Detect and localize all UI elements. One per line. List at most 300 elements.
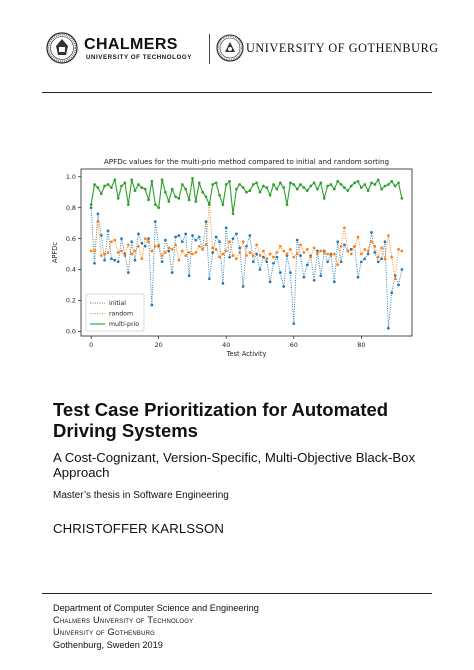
data-point-multi-prio — [292, 183, 295, 186]
data-point-random — [171, 248, 174, 251]
university-line-gothenburg: University of Gothenburg — [53, 627, 156, 638]
data-point-multi-prio — [238, 183, 241, 186]
data-point-initial — [242, 285, 245, 288]
data-point-multi-prio — [181, 183, 184, 186]
x-tick-label: 0 — [89, 341, 94, 349]
data-point-multi-prio — [205, 195, 208, 198]
data-point-random — [144, 237, 147, 240]
data-point-random — [343, 226, 346, 229]
data-point-random — [259, 254, 262, 257]
department-line: Department of Computer Science and Engineering — [53, 603, 259, 613]
data-point-multi-prio — [394, 185, 397, 188]
data-point-random — [265, 257, 268, 260]
data-point-multi-prio — [380, 188, 383, 191]
data-point-initial — [154, 220, 157, 223]
data-point-random — [350, 253, 353, 256]
data-point-initial — [336, 240, 339, 243]
data-point-multi-prio — [245, 191, 248, 194]
data-point-initial — [299, 254, 302, 257]
data-point-random — [127, 243, 130, 246]
data-point-random — [373, 245, 376, 248]
data-point-random — [157, 243, 160, 246]
header-logos — [40, 32, 440, 68]
data-point-multi-prio — [137, 183, 140, 186]
data-point-initial — [249, 234, 252, 237]
data-point-random — [276, 251, 279, 254]
data-point-initial — [262, 256, 265, 259]
data-point-random — [245, 254, 248, 257]
data-point-multi-prio — [191, 177, 194, 180]
data-point-multi-prio — [90, 203, 93, 206]
data-point-random — [296, 253, 299, 256]
data-point-random — [117, 251, 120, 254]
data-point-initial — [137, 233, 140, 236]
data-point-multi-prio — [225, 183, 228, 186]
data-point-multi-prio — [242, 186, 245, 189]
data-point-initial — [401, 268, 404, 271]
data-point-multi-prio — [259, 191, 262, 194]
data-point-multi-prio — [333, 188, 336, 191]
data-point-random — [140, 257, 143, 260]
y-tick-label: 0.8 — [65, 203, 76, 212]
data-point-initial — [303, 276, 306, 279]
data-point-multi-prio — [93, 183, 96, 186]
data-point-random — [134, 250, 137, 253]
data-point-random — [303, 251, 306, 254]
data-point-random — [384, 257, 387, 260]
data-point-multi-prio — [367, 189, 370, 192]
data-point-random — [377, 256, 380, 259]
data-point-multi-prio — [279, 182, 282, 185]
data-point-random — [205, 243, 208, 246]
data-point-random — [103, 253, 106, 256]
data-point-multi-prio — [124, 182, 127, 185]
data-point-multi-prio — [249, 189, 252, 192]
data-point-initial — [228, 256, 231, 259]
data-point-multi-prio — [222, 203, 225, 206]
data-point-initial — [259, 268, 262, 271]
data-point-initial — [289, 271, 292, 274]
data-point-random — [110, 240, 113, 243]
data-point-random — [194, 251, 197, 254]
footer-rule — [42, 593, 432, 594]
data-point-multi-prio — [144, 188, 147, 191]
data-point-random — [188, 251, 191, 254]
data-point-random — [397, 248, 400, 251]
data-point-initial — [370, 231, 373, 234]
data-point-random — [137, 245, 140, 248]
data-point-initial — [97, 212, 100, 215]
data-point-initial — [110, 257, 113, 260]
x-tick-label: 60 — [289, 341, 298, 349]
data-point-random — [201, 248, 204, 251]
data-point-initial — [235, 233, 238, 236]
data-point-initial — [184, 233, 187, 236]
data-point-initial — [282, 285, 285, 288]
data-point-multi-prio — [127, 203, 130, 206]
data-point-initial — [377, 260, 380, 263]
data-point-multi-prio — [97, 186, 100, 189]
data-point-multi-prio — [228, 180, 231, 183]
data-point-random — [330, 254, 333, 257]
data-point-random — [225, 250, 228, 253]
data-point-random — [306, 248, 309, 251]
data-point-random — [235, 257, 238, 260]
data-point-multi-prio — [340, 183, 343, 186]
data-point-multi-prio — [282, 186, 285, 189]
apfdc-chart — [40, 152, 434, 364]
data-point-multi-prio — [235, 188, 238, 191]
data-point-initial — [130, 240, 133, 243]
data-point-multi-prio — [171, 188, 174, 191]
data-point-random — [120, 250, 123, 253]
data-point-multi-prio — [336, 180, 339, 183]
data-point-initial — [191, 234, 194, 237]
y-tick-label: 0.6 — [65, 234, 76, 243]
data-point-random — [289, 248, 292, 251]
data-point-initial — [357, 276, 360, 279]
data-point-multi-prio — [174, 195, 177, 198]
data-point-multi-prio — [218, 194, 221, 197]
data-point-multi-prio — [276, 188, 279, 191]
data-point-random — [164, 251, 167, 254]
data-point-multi-prio — [232, 212, 235, 215]
y-tick-label: 1.0 — [65, 172, 76, 181]
data-point-multi-prio — [211, 183, 214, 186]
data-point-random — [336, 264, 339, 267]
data-point-multi-prio — [384, 185, 387, 188]
data-point-initial — [120, 237, 123, 240]
gu-seal-icon — [216, 34, 244, 62]
data-point-random — [147, 240, 150, 243]
data-point-initial — [269, 281, 272, 284]
data-point-initial — [343, 243, 346, 246]
data-point-initial — [140, 242, 143, 245]
thesis-title: Test Case Prioritization for Automated Driving Systems — [53, 399, 389, 441]
data-point-random — [299, 243, 302, 246]
data-point-random — [242, 240, 245, 243]
data-point-initial — [306, 264, 309, 267]
data-point-initial — [167, 250, 170, 253]
data-point-initial — [265, 260, 268, 263]
data-point-random — [178, 259, 181, 262]
data-point-random — [309, 256, 312, 259]
data-point-multi-prio — [326, 185, 329, 188]
chalmers-tagline: UNIVERSITY OF TECHNOLOGY — [86, 54, 192, 61]
data-point-initial — [232, 237, 235, 240]
data-point-multi-prio — [130, 178, 133, 181]
chalmers-wordmark: CHALMERS — [84, 36, 178, 53]
data-point-random — [269, 253, 272, 256]
data-point-random — [390, 256, 393, 259]
data-point-initial — [222, 282, 225, 285]
data-point-multi-prio — [272, 183, 275, 186]
x-tick-label: 20 — [154, 341, 163, 349]
data-point-multi-prio — [373, 183, 376, 186]
data-point-multi-prio — [289, 182, 292, 185]
data-point-initial — [161, 260, 164, 263]
data-point-initial — [188, 274, 191, 277]
data-point-multi-prio — [299, 183, 302, 186]
data-point-initial — [319, 274, 322, 277]
data-point-random — [401, 250, 404, 253]
data-point-random — [191, 253, 194, 256]
thesis-type: Master’s thesis in Software Engineering — [53, 490, 229, 501]
data-point-multi-prio — [100, 192, 103, 195]
data-point-initial — [390, 291, 393, 294]
data-point-initial — [255, 253, 258, 256]
data-point-random — [238, 251, 241, 254]
legend-label-multi-prio: multi-prio — [109, 321, 140, 329]
data-point-random — [161, 254, 164, 257]
data-point-random — [184, 254, 187, 257]
data-point-multi-prio — [117, 197, 120, 200]
data-point-initial — [350, 248, 353, 251]
data-point-multi-prio — [164, 191, 167, 194]
data-point-random — [113, 239, 116, 242]
data-point-random — [124, 254, 127, 257]
data-point-random — [360, 253, 363, 256]
header-rule — [42, 92, 432, 93]
data-point-random — [313, 247, 316, 250]
data-point-multi-prio — [346, 189, 349, 192]
data-point-initial — [194, 239, 197, 242]
data-point-random — [174, 243, 177, 246]
data-point-initial — [333, 281, 336, 284]
data-point-random — [292, 256, 295, 259]
data-point-multi-prio — [161, 178, 164, 181]
data-point-multi-prio — [319, 182, 322, 185]
data-point-initial — [147, 237, 150, 240]
data-point-multi-prio — [184, 188, 187, 191]
data-point-random — [357, 236, 360, 239]
data-point-multi-prio — [390, 180, 393, 183]
data-point-random — [130, 253, 133, 256]
data-point-initial — [181, 240, 184, 243]
data-point-multi-prio — [147, 199, 150, 202]
footer-affiliation — [53, 602, 259, 651]
data-point-random — [198, 245, 201, 248]
data-point-initial — [164, 239, 167, 242]
data-point-random — [363, 248, 366, 251]
data-point-random — [154, 245, 157, 248]
data-point-initial — [107, 230, 110, 233]
data-point-initial — [198, 236, 201, 239]
thesis-subtitle: A Cost-Cognizant, Version-Specific, Multi-Objective Black-Box Approach — [53, 450, 416, 480]
data-point-random — [215, 248, 218, 251]
data-point-multi-prio — [377, 178, 380, 181]
data-point-random — [387, 234, 390, 237]
data-point-multi-prio — [120, 185, 123, 188]
data-point-multi-prio — [350, 185, 353, 188]
data-point-multi-prio — [252, 183, 255, 186]
data-point-multi-prio — [107, 183, 110, 186]
data-point-initial — [103, 259, 106, 262]
data-point-initial — [100, 234, 103, 237]
data-point-random — [282, 250, 285, 253]
data-point-initial — [171, 271, 174, 274]
data-point-initial — [292, 322, 295, 325]
data-point-initial — [363, 257, 366, 260]
data-point-initial — [272, 262, 275, 265]
data-point-initial — [380, 257, 383, 260]
data-point-random — [319, 250, 322, 253]
data-point-random — [326, 253, 329, 256]
data-point-multi-prio — [198, 182, 201, 185]
x-axis-label: Test Activity — [226, 350, 267, 358]
data-point-initial — [387, 327, 390, 330]
data-point-multi-prio — [215, 182, 218, 185]
data-point-random — [222, 253, 225, 256]
data-point-multi-prio — [201, 191, 204, 194]
data-point-multi-prio — [157, 206, 160, 209]
data-point-initial — [215, 236, 218, 239]
data-point-random — [93, 250, 96, 253]
data-point-multi-prio — [167, 200, 170, 203]
logo-divider — [209, 34, 210, 64]
data-point-initial — [113, 259, 116, 262]
chart-title: APFDc values for the multi-prio method compared to initial and random sorting — [103, 157, 390, 166]
y-tick-label: 0.0 — [65, 327, 76, 336]
data-point-initial — [279, 271, 282, 274]
data-point-random — [370, 240, 373, 243]
data-point-random — [279, 245, 282, 248]
data-point-multi-prio — [178, 197, 181, 200]
data-point-random — [340, 245, 343, 248]
data-point-initial — [360, 260, 363, 263]
data-point-multi-prio — [353, 182, 356, 185]
data-point-random — [151, 250, 154, 253]
data-point-initial — [326, 260, 329, 263]
data-point-multi-prio — [357, 180, 360, 183]
legend-label-random: random — [109, 310, 133, 318]
data-point-initial — [340, 260, 343, 263]
x-tick-label: 80 — [357, 341, 366, 349]
data-point-multi-prio — [316, 188, 319, 191]
data-point-multi-prio — [387, 183, 390, 186]
data-point-initial — [225, 226, 228, 229]
data-point-multi-prio — [110, 186, 113, 189]
data-point-random — [107, 251, 110, 254]
x-tick-label: 40 — [222, 341, 231, 349]
data-point-multi-prio — [269, 194, 272, 197]
location-year: Gothenburg, Sweden 2019 — [53, 639, 163, 650]
data-point-random — [255, 243, 258, 246]
data-point-random — [316, 253, 319, 256]
data-point-random — [211, 247, 214, 250]
data-point-initial — [205, 220, 208, 223]
data-point-multi-prio — [370, 182, 373, 185]
data-point-random — [252, 254, 255, 257]
data-point-multi-prio — [140, 186, 143, 189]
data-point-initial — [211, 251, 214, 254]
data-point-multi-prio — [309, 185, 312, 188]
data-point-initial — [134, 259, 137, 262]
data-point-random — [100, 254, 103, 257]
data-point-multi-prio — [303, 186, 306, 189]
data-point-initial — [397, 284, 400, 287]
university-line-chalmers: Chalmers University of Technology — [53, 615, 194, 626]
data-point-multi-prio — [103, 185, 106, 188]
data-point-initial — [367, 253, 370, 256]
data-point-initial — [208, 277, 211, 280]
data-point-multi-prio — [208, 203, 211, 206]
data-point-random — [286, 253, 289, 256]
data-point-initial — [218, 240, 221, 243]
data-point-multi-prio — [360, 186, 363, 189]
data-point-initial — [93, 262, 96, 265]
data-point-multi-prio — [306, 189, 309, 192]
data-point-initial — [373, 251, 376, 254]
data-point-random — [167, 247, 170, 250]
data-point-initial — [151, 304, 154, 307]
data-point-random — [333, 253, 336, 256]
data-point-multi-prio — [313, 182, 316, 185]
data-point-initial — [178, 234, 181, 237]
data-point-initial — [127, 271, 130, 274]
data-point-random — [323, 251, 326, 254]
data-point-random — [228, 240, 231, 243]
data-point-initial — [117, 260, 120, 263]
data-point-random — [394, 277, 397, 280]
data-point-initial — [276, 256, 279, 259]
data-point-multi-prio — [330, 183, 333, 186]
data-point-initial — [245, 245, 248, 248]
data-point-multi-prio — [296, 188, 299, 191]
data-point-random — [90, 250, 93, 253]
data-point-initial — [174, 236, 177, 239]
data-point-multi-prio — [194, 200, 197, 203]
data-point-random — [97, 220, 100, 223]
data-point-random — [232, 254, 235, 257]
data-point-multi-prio — [401, 197, 404, 200]
data-point-multi-prio — [151, 180, 154, 183]
y-tick-label: 0.2 — [65, 296, 76, 305]
data-point-random — [249, 251, 252, 254]
data-point-multi-prio — [286, 203, 289, 206]
data-point-initial — [296, 239, 299, 242]
data-point-multi-prio — [323, 197, 326, 200]
data-point-multi-prio — [154, 203, 157, 206]
author-name: CHRISTOFFER KARLSSON — [53, 521, 225, 536]
data-point-multi-prio — [265, 186, 268, 189]
y-axis-label: APFDc — [51, 242, 59, 263]
data-point-random — [262, 250, 265, 253]
data-point-random — [353, 245, 356, 248]
data-point-multi-prio — [134, 189, 137, 192]
data-point-multi-prio — [255, 182, 258, 185]
data-point-multi-prio — [397, 182, 400, 185]
data-point-multi-prio — [113, 178, 116, 181]
data-point-initial — [313, 279, 316, 282]
data-point-initial — [384, 240, 387, 243]
data-point-multi-prio — [343, 186, 346, 189]
chalmers-seal-icon — [46, 32, 78, 64]
data-point-random — [380, 247, 383, 250]
y-tick-label: 0.4 — [65, 265, 76, 274]
data-point-random — [218, 256, 221, 259]
data-point-random — [346, 250, 349, 253]
data-point-multi-prio — [363, 183, 366, 186]
data-point-initial — [252, 260, 255, 263]
data-point-initial — [90, 206, 93, 209]
data-point-random — [272, 256, 275, 259]
gu-wordmark: UNIVERSITY OF GOTHENBURG — [246, 41, 439, 55]
data-point-random — [367, 250, 370, 253]
data-point-random — [181, 250, 184, 253]
data-point-multi-prio — [262, 185, 265, 188]
series-line-random — [91, 203, 402, 279]
